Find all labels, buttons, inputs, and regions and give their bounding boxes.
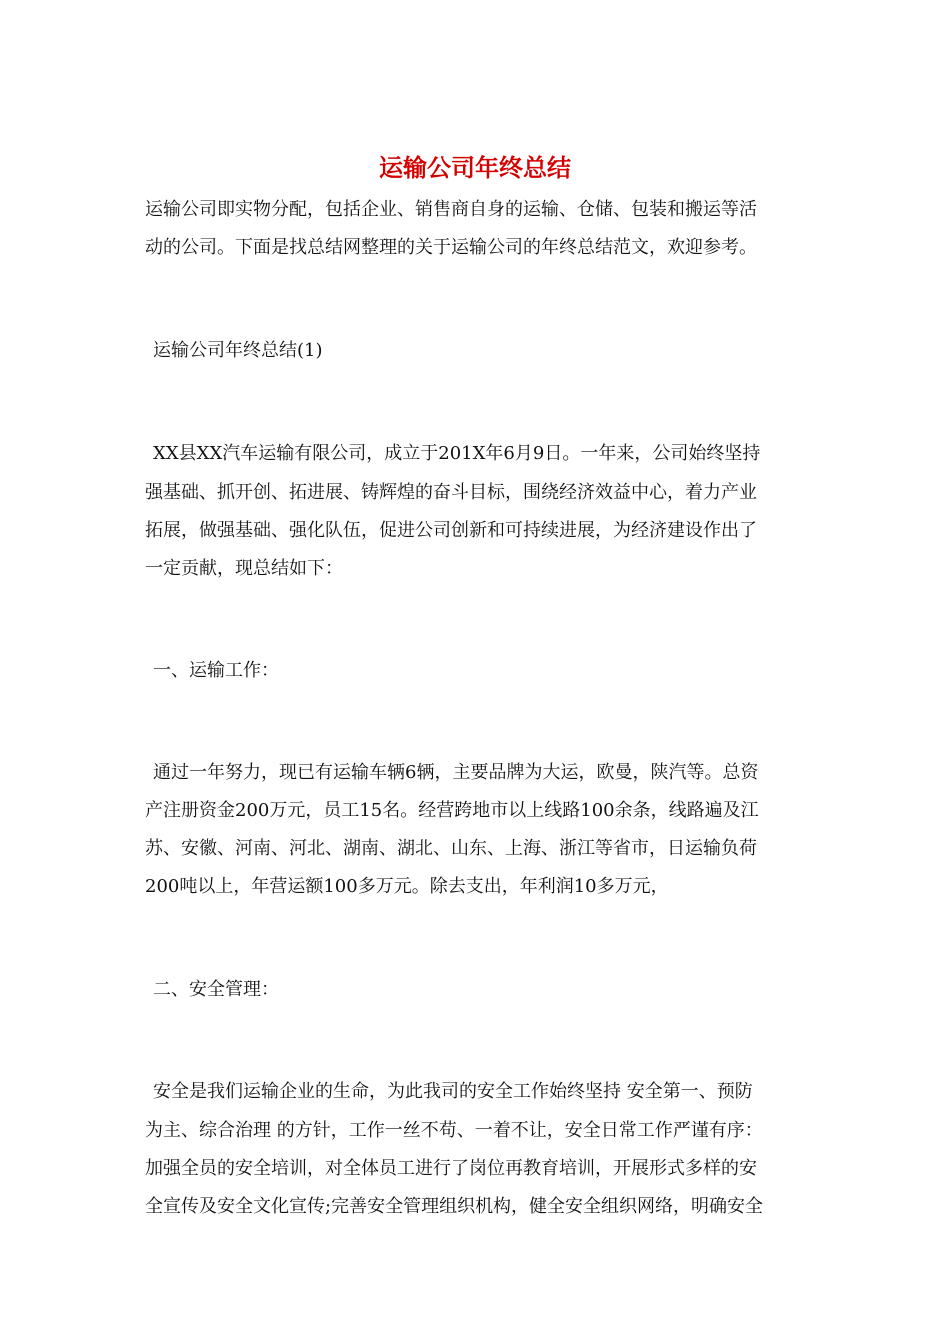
paragraph-2-line-1: 通过一年努力，现已有运输车辆6辆，主要品牌为大运，欧曼，陕汽等。总资 xyxy=(153,762,759,783)
document-title: 运输公司年终总结 xyxy=(379,153,571,182)
paragraph-2-line-4: 200吨以上，年营运额100多万元。除去支出，年利润10多万元， xyxy=(145,876,669,897)
paragraph-1-line-4: 一定贡献，现总结如下： xyxy=(145,558,343,579)
paragraph-1-line-2: 强基础、抓开创、拓进展、铸辉煌的奋斗目标，围绕经济效益中心，着力产业 xyxy=(145,482,757,503)
paragraph-3-line-4: 全宣传及安全文化宣传;完善安全管理组织机构，健全安全组织网络，明确安全 xyxy=(145,1196,764,1217)
section-subtitle: 运输公司年终总结(1) xyxy=(153,340,323,361)
paragraph-3-line-3: 加强全员的安全培训，对全体员工进行了岗位再教育培训，开展形式多样的安 xyxy=(145,1158,757,1179)
heading-transport-work: 一、运输工作： xyxy=(153,660,279,681)
paragraph-2-line-2: 产注册资金200万元，员工15名。经营跨地市以上线路100余条，线路遍及江 xyxy=(145,800,759,821)
intro-line-2: 动的公司。下面是找总结网整理的关于运输公司的年终总结范文，欢迎参考。 xyxy=(145,237,757,258)
paragraph-2-line-3: 苏、安徽、河南、河北、湖南、湖北、山东、上海、浙江等省市，日运输负荷 xyxy=(145,838,757,859)
paragraph-3-line-1: 安全是我们运输企业的生命，为此我司的安全工作始终坚持 安全第一、预防 xyxy=(153,1081,753,1102)
paragraph-3-line-2: 为主、综合治理 的方针，工作一丝不苟、一着不让，安全日常工作严谨有序： xyxy=(145,1120,763,1141)
intro-line-1: 运输公司即实物分配，包括企业、销售商自身的运输、仓储、包装和搬运等活 xyxy=(145,199,757,220)
heading-safety-management: 二、安全管理： xyxy=(153,979,279,1000)
paragraph-1-line-1: XX县XX汽车运输有限公司，成立于201X年6月9日。一年来，公司始终坚持 xyxy=(153,443,761,464)
paragraph-1-line-3: 拓展，做强基础、强化队伍，促进公司创新和可持续进展，为经济建设作出了 xyxy=(145,520,757,541)
